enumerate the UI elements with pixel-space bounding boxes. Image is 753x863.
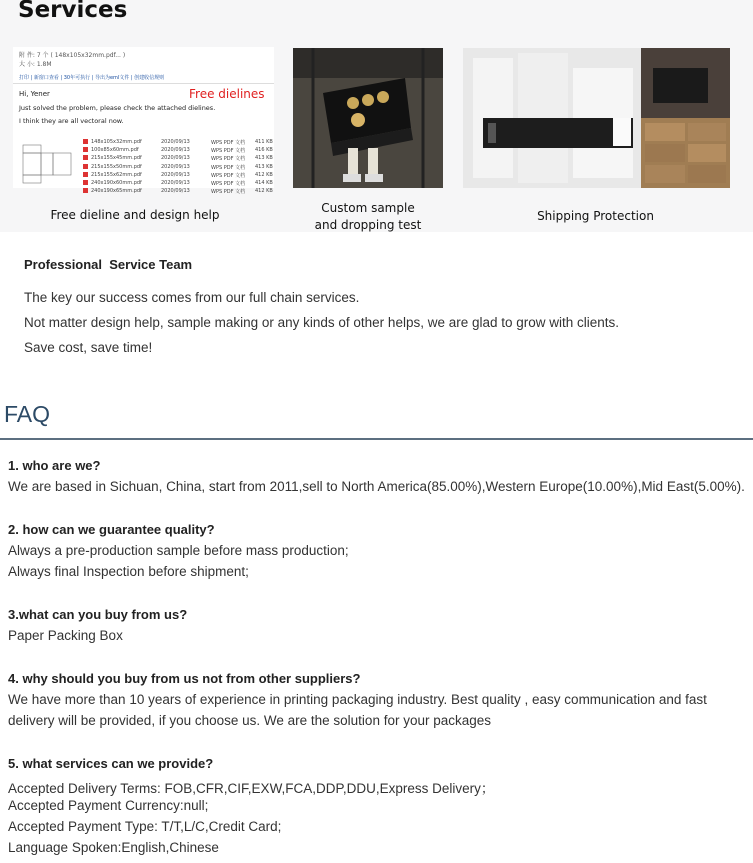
faq-answer-line: delivery will be provided, if you choose us. We are the solution for your packages: [8, 713, 492, 728]
services-title: Services: [18, 0, 128, 23]
faq-answer-line: We are based in Sichuan, China, start from 2011,sell to North America(85.00%),Western Europe(10.00%),Mid East(5.00%).: [8, 479, 745, 494]
attachment-file-row: [83, 147, 273, 155]
attachment-file-size: 413 KB: [255, 163, 273, 170]
attachment-file-name: 148x105x32mm.pdf: [91, 139, 142, 145]
faq-heading: FAQ: [4, 401, 51, 427]
faq-answer-line: We have more than 10 years of experience in printing packaging industry. Best quality , easy communication and fast: [8, 692, 707, 707]
attachment-file-date: 2020/09/13: [161, 147, 190, 154]
pdf-file-icon: [83, 188, 88, 193]
faq-question: 1. who are we?: [8, 458, 101, 473]
attachment-file-size: 412 KB: [255, 171, 273, 178]
attachment-file-size: 413 KB: [255, 155, 273, 162]
pdf-file-icon: [83, 147, 88, 152]
attachment-file-type: WPS PDF 文档: [211, 180, 246, 187]
attachment-file-name: 240x190x65mm.pdf: [91, 188, 142, 195]
attachment-file-name: 215x155x62mm.pdf: [91, 171, 142, 178]
attachment-file-type: WPS PDF 文档: [211, 172, 246, 179]
attachment-file-size: 416 KB: [255, 147, 273, 154]
attachment-file-date: 2020/09/13: [161, 188, 190, 195]
pdf-file-icon: [83, 155, 88, 160]
caption-sample-line1: Custom sample: [321, 201, 415, 215]
faq-answer-line: Always a pre-production sample before mass production;: [8, 543, 349, 558]
attachment-file-row: [83, 188, 273, 196]
faq-question: 4. why should you buy from us not from other suppliers?: [8, 671, 361, 686]
attachment-file-name: 215x155x50mm.pdf: [91, 163, 142, 170]
caption-dieline: Free dieline and design help: [50, 208, 220, 222]
caption-sample-line2: and dropping test: [314, 218, 422, 232]
faq-answer-line: Language Spoken:English,Chinese: [8, 840, 219, 855]
attachment-file-date: 2020/09/13: [161, 163, 190, 170]
custom-sample-photo: [293, 48, 443, 188]
caption-sample: [293, 200, 443, 234]
attachment-file-name: 100x85x60mm.pdf: [91, 147, 139, 154]
attachment-file-size: 411 KB: [255, 139, 273, 145]
faq-divider: [0, 438, 753, 440]
attachment-file-type: WPS PDF 文档: [211, 156, 246, 163]
attachment-file-date: 2020/09/13: [161, 179, 190, 186]
attachment-file-name: 240x190x60mm.pdf: [91, 179, 142, 186]
attachment-file-date: 2020/09/13: [161, 139, 190, 145]
team-text-line: Not matter design help, sample making or any kinds of other helps, we are glad to grow with clients.: [24, 315, 620, 330]
attachment-file-size: 414 KB: [255, 179, 273, 186]
email-divider: [13, 83, 274, 84]
attachment-file-type: WPS PDF 文档: [211, 164, 246, 171]
attachment-file-date: 2020/09/13: [161, 155, 190, 162]
shipping-boxes-image-icon: [463, 48, 730, 188]
attachment-file-row: [83, 164, 273, 172]
faq-question: 2. how can we guarantee quality?: [8, 522, 215, 537]
team-title: Professional Service Team: [24, 257, 193, 272]
attachment-file-row: [83, 180, 273, 188]
faq-answer-line: Accepted Payment Type: T/T,L/C,Credit Card;: [8, 819, 282, 834]
pdf-file-icon: [83, 180, 88, 185]
attachment-file-type: WPS PDF 文档: [211, 140, 246, 146]
email-body-line: I think they are all vectoral now.: [19, 117, 124, 125]
email-greeting: Hi, Yener: [19, 90, 50, 98]
email-body-line: Just solved the problem, please check the attached dielines.: [19, 104, 216, 112]
team-text-line: Save cost, save time!: [24, 340, 153, 355]
faq-question: 5. what services can we provide?: [8, 756, 214, 771]
pdf-file-icon: [83, 164, 88, 169]
pdf-file-icon: [83, 172, 88, 177]
faq-answer-line: Always final Inspection before shipment;: [8, 564, 249, 579]
services-section: [0, 0, 753, 232]
faq-answer-line: Accepted Payment Currency:null;: [8, 798, 209, 813]
attachment-file-size: 412 KB: [255, 188, 273, 195]
sample-box-image-icon: [293, 48, 443, 188]
attachment-file-row: [83, 139, 273, 147]
faq-answer-line: Accepted Delivery Terms: FOB,CFR,CIF,EXW,FCA,DDP,DDU,Express Delivery；: [8, 781, 495, 796]
faq-question: 3.what can you buy from us?: [8, 607, 188, 622]
shipping-protection-photo: [463, 48, 730, 188]
email-attachments-line: 附 件: 7 个 ( 148x105x32mm.pdf... ): [19, 52, 126, 59]
attachment-file-type: WPS PDF 文档: [211, 189, 246, 196]
attachment-file-row: [83, 155, 273, 163]
dieline-diagram-icon: [19, 143, 77, 187]
email-size-line: 大 小: 1.8M: [19, 61, 52, 68]
attachment-file-date: 2020/09/13: [161, 171, 190, 178]
faq-answer-line: Paper Packing Box: [8, 628, 123, 643]
dieline-email-image: [13, 47, 274, 196]
team-text-line: The key our success comes from our full chain services.: [24, 290, 360, 305]
email-toolbar: 打印 | 新窗口查看 | 30年可执行 | 导出为eml文件 | 创建收信规则: [19, 75, 165, 81]
free-dielines-annotation: Free dielines: [189, 87, 265, 101]
caption-shipping: Shipping Protection: [537, 209, 654, 223]
attachment-file-row: [83, 172, 273, 180]
pdf-file-icon: [83, 139, 88, 144]
attachment-file-type: WPS PDF 文档: [211, 148, 246, 155]
attachment-file-name: 215x155x45mm.pdf: [91, 155, 142, 162]
attachment-file-list: [83, 139, 273, 196]
